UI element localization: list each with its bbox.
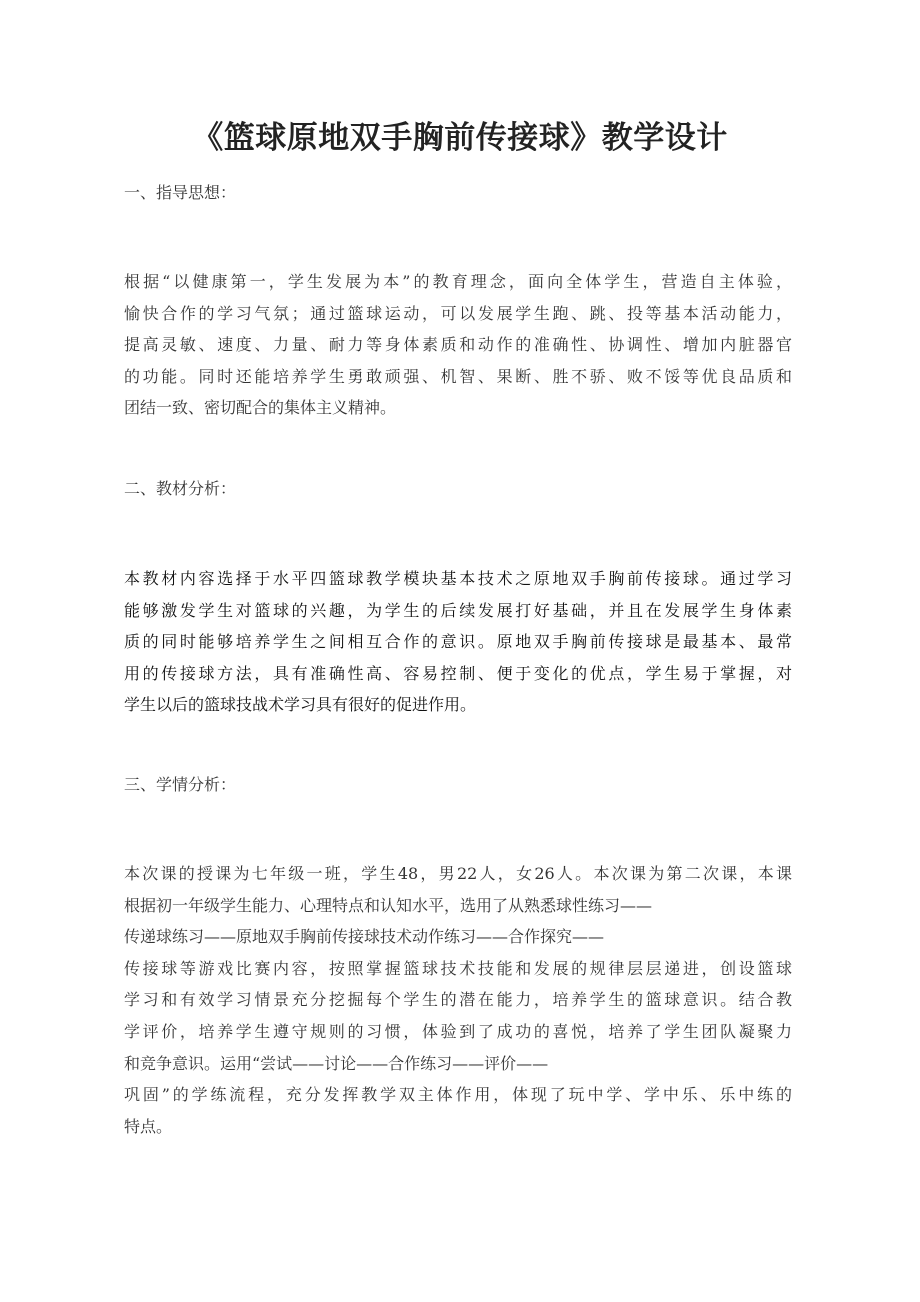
paragraph-line: 质的同时能够培养学生之间相互合作的意识。原地双手胸前传接球是最基本、最常	[124, 632, 792, 652]
paragraph-line: 传接球等游戏比赛内容，按照掌握篮球技术技能和发展的规律层层递进，创设篮球	[124, 958, 792, 978]
paragraph-line: 用的传接球方法，具有准确性高、容易控制、便于变化的优点，学生易于掌握，对	[124, 663, 792, 683]
paragraph-line: 学评价，培养学生遵守规则的习惯，体验到了成功的喜悦，培养了学生团队凝聚力	[124, 1021, 792, 1041]
section-heading-guiding-ideology: 一、指导思想：	[124, 183, 237, 202]
document-title: 《篮球原地双手胸前传接球》教学设计	[192, 120, 728, 156]
section-paragraph-student-analysis	[124, 858, 792, 1142]
section-heading-material-analysis: 二、教材分析：	[124, 479, 237, 498]
paragraph-line: 学生以后的篮球技战术学习具有很好的促进作用。	[124, 695, 477, 715]
paragraph-line: 愉快合作的学习气氛；通过篮球运动，可以发展学生跑、跳、投等基本活动能力，	[124, 303, 792, 323]
paragraph-line: 根据初一年级学生能力、心理特点和认知水平，选用了从熟悉球性练习——	[124, 895, 653, 915]
section-paragraph-material-analysis	[124, 563, 792, 721]
paragraph-line: 的功能。同时还能培养学生勇敢顽强、机智、果断、胜不骄、败不馁等优良品质和	[124, 366, 792, 386]
section-paragraph-guiding-ideology	[124, 266, 792, 424]
paragraph-line: 和竞争意识。运用“尝试——讨论——合作练习——评价——	[124, 1053, 549, 1073]
paragraph-line: 本次课的授课为七年级一班，学生48，男22人，女26人。本次课为第二次课，本课	[124, 864, 792, 883]
paragraph-line: 提高灵敏、速度、力量、耐力等身体素质和动作的准确性、协调性、增加内脏器官	[124, 335, 792, 355]
paragraph-line: 团结一致、密切配合的集体主义精神。	[124, 398, 397, 418]
section-heading-student-analysis: 三、学情分析：	[124, 775, 237, 794]
paragraph-line: 学习和有效学习情景充分挖掘每个学生的潜在能力，培养学生的篮球意识。结合教	[124, 990, 792, 1010]
paragraph-line: 传递球练习——原地双手胸前传接球技术动作练习——合作探究——	[124, 927, 605, 947]
paragraph-line: 本教材内容选择于水平四篮球教学模块基本技术之原地双手胸前传接球。通过学习	[124, 569, 792, 588]
paragraph-line: 巩固”的学练流程，充分发挥教学双主体作用，体现了玩中学、学中乐、乐中练的	[124, 1085, 792, 1105]
paragraph-line: 能够激发学生对篮球的兴趣，为学生的后续发展打好基础，并且在发展学生身体素	[124, 600, 792, 620]
paragraph-line: 根据“以健康第一，学生发展为本”的教育理念，面向全体学生，营造自主体验，	[124, 272, 792, 291]
paragraph-line: 特点。	[124, 1116, 173, 1136]
